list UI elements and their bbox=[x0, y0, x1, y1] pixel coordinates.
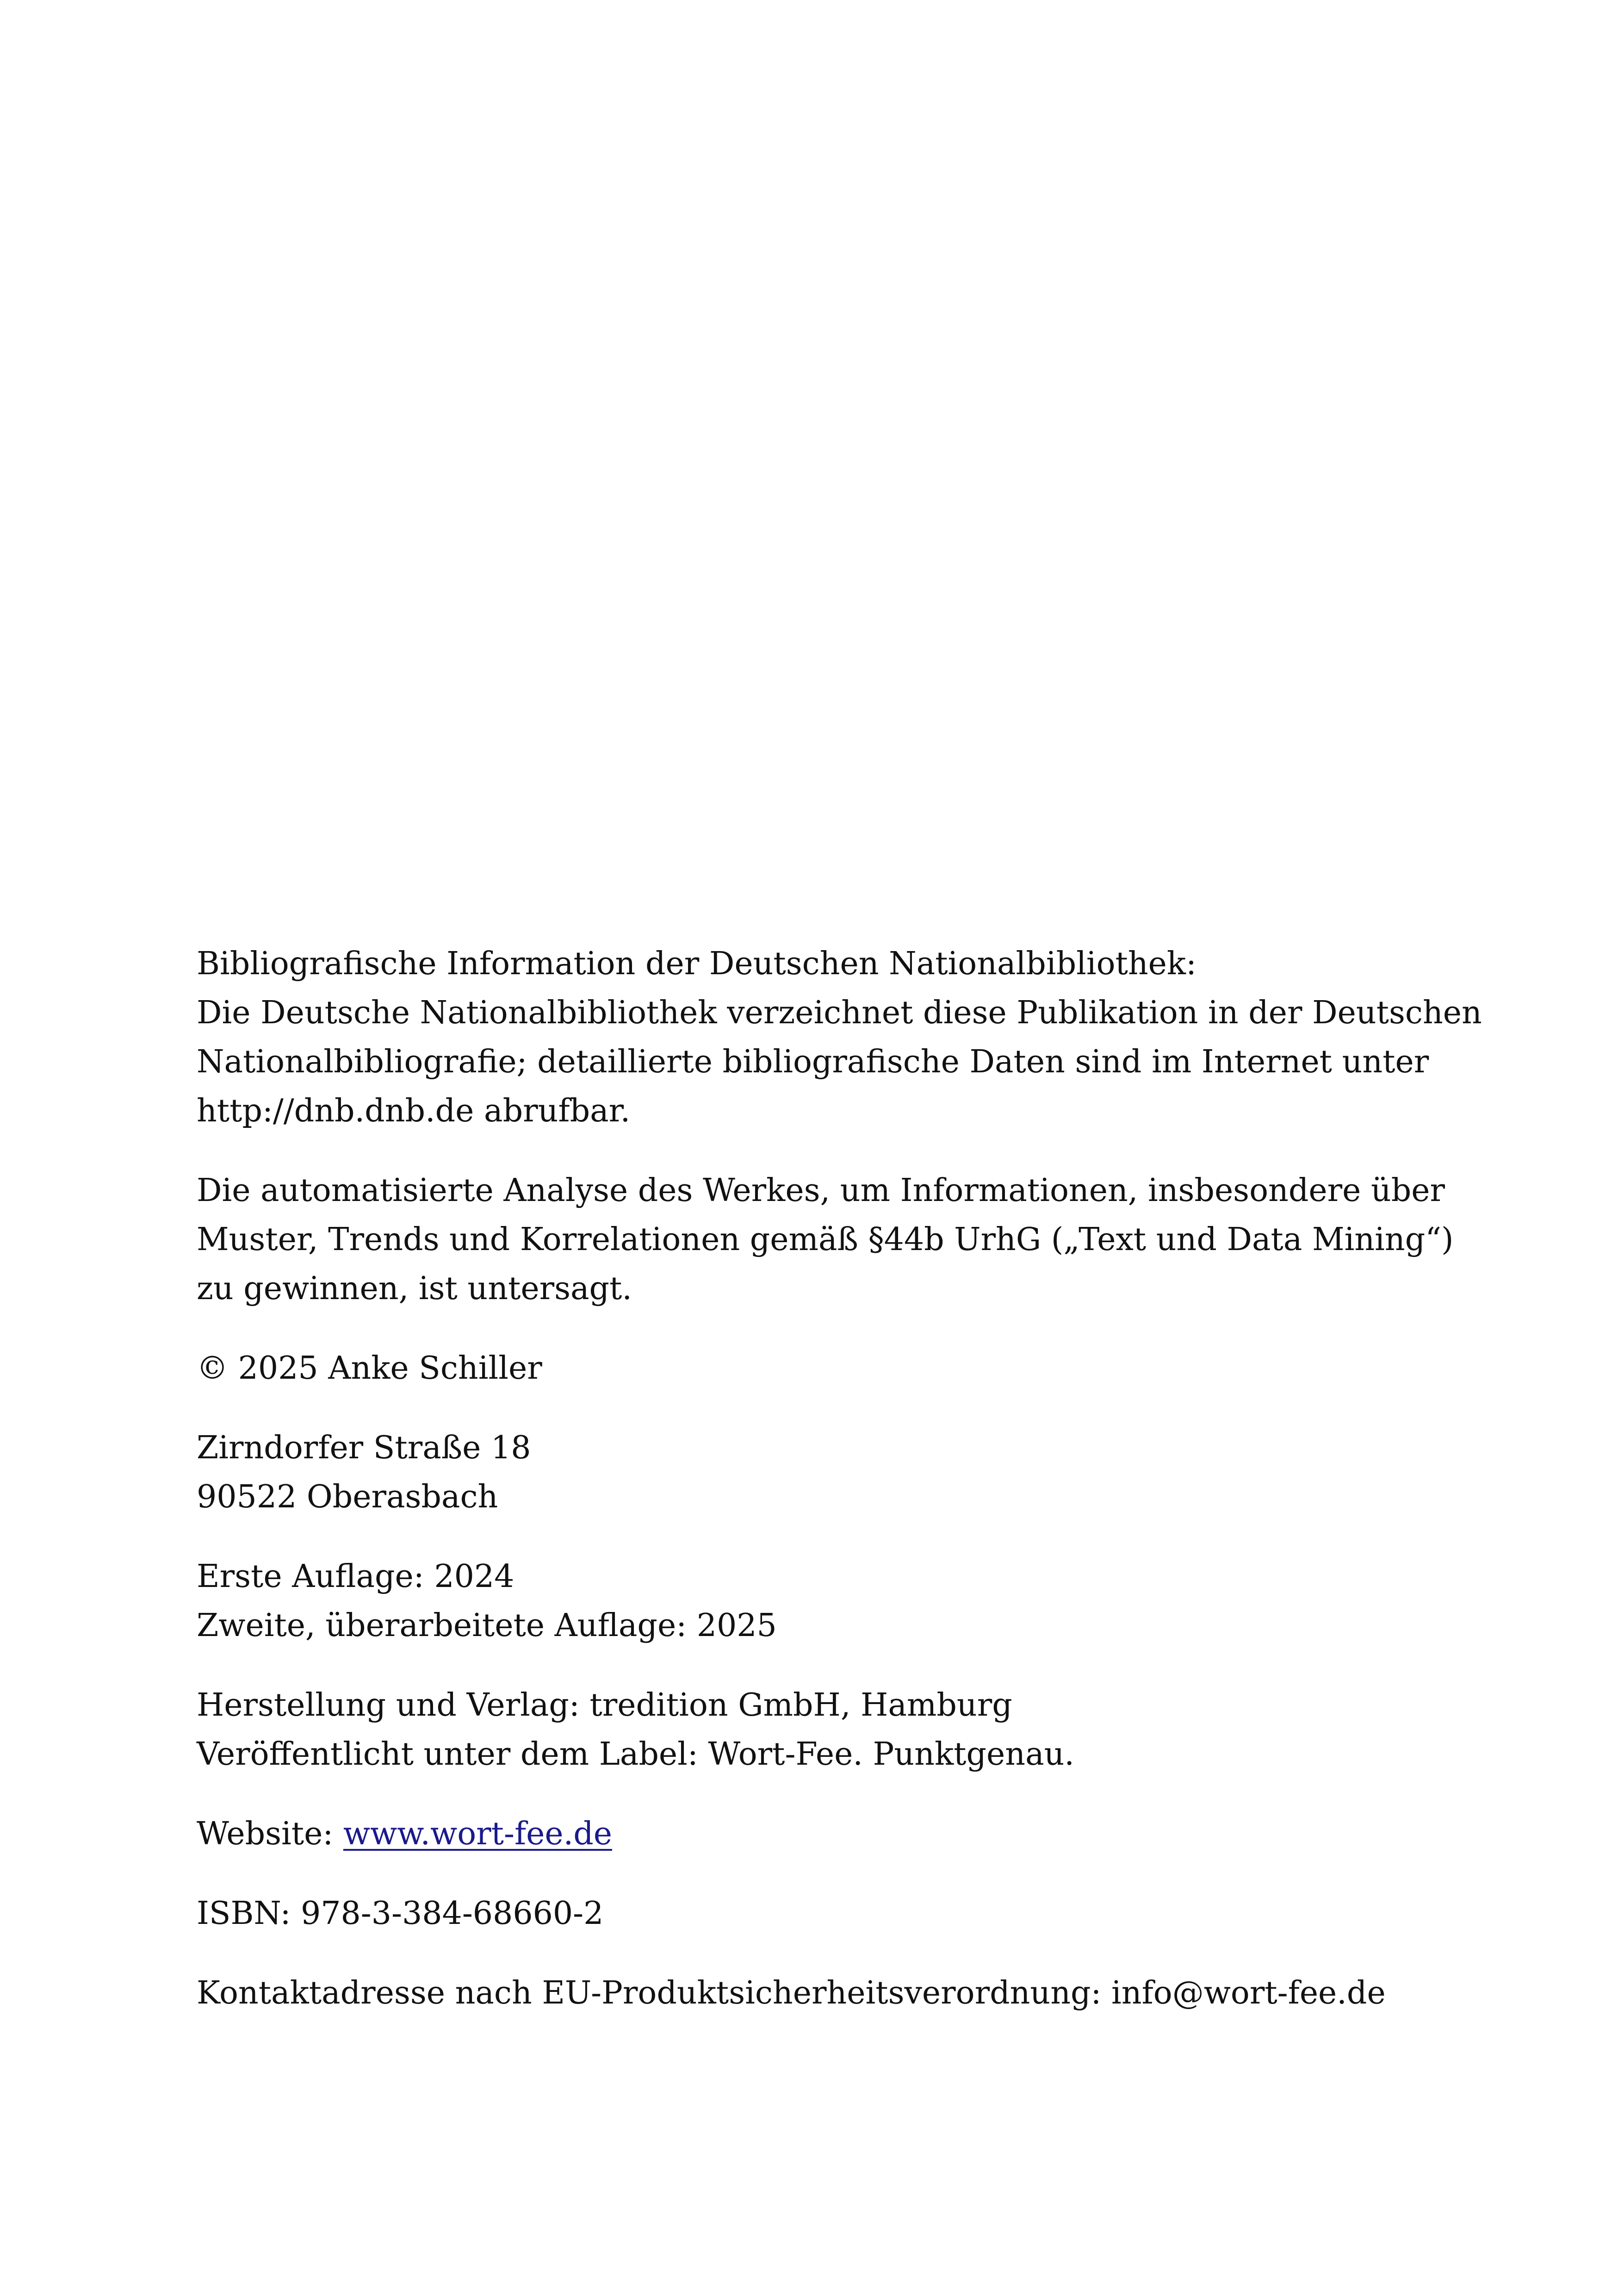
address-block bbox=[197, 1424, 1446, 1522]
address-city: 90522 Oberasbach bbox=[197, 1479, 498, 1515]
imprint-text bbox=[197, 940, 1482, 2048]
tdm-notice-line: Die automatisierte Analyse des Werkes, um Informationen, insbesondere über bbox=[197, 1172, 1445, 1209]
first-edition: Erste Auflage: 2024 bbox=[197, 1558, 515, 1595]
address-street: Zirndorfer Straße 18 bbox=[197, 1430, 531, 1466]
publisher-production: Herstellung und Verlag: tredition GmbH, Hamburg bbox=[197, 1687, 1012, 1724]
tdm-notice-line: zu gewinnen, ist untersagt. bbox=[197, 1270, 632, 1307]
dnb-notice-line: http://dnb.dnb.de abrufbar. bbox=[197, 1093, 631, 1129]
dnb-notice bbox=[197, 940, 1482, 1136]
website-link[interactable]: www.wort-fee.de bbox=[343, 1816, 613, 1852]
isbn-block bbox=[197, 1889, 1446, 1938]
website-prefix: Website: bbox=[197, 1816, 343, 1852]
contact-address: Kontaktadresse nach EU-Produktsicherheitsverordnung: info@wort-fee.de bbox=[197, 1975, 1386, 2011]
contact-block bbox=[197, 1969, 1446, 2018]
dnb-notice-line: Nationalbibliografie; detaillierte bibliografische Daten sind im Internet unter bbox=[197, 1044, 1429, 1080]
publisher-block bbox=[197, 1681, 1446, 1779]
editions-block bbox=[197, 1552, 1446, 1650]
website-block bbox=[197, 1810, 1446, 1859]
copyright-block bbox=[197, 1344, 1446, 1393]
dnb-notice-line: Die Deutsche Nationalbibliothek verzeichnet diese Publikation in der Deutschen bbox=[197, 995, 1482, 1031]
isbn: ISBN: 978-3-384-68660-2 bbox=[197, 1895, 604, 1932]
dnb-notice-heading: Bibliografische Information der Deutschen Nationalbibliothek: bbox=[197, 946, 1197, 982]
website-line bbox=[197, 1810, 1446, 1859]
tdm-notice-line: Muster, Trends und Korrelationen gemäß §44b UrhG („Text und Data Mining“) bbox=[197, 1221, 1454, 1258]
copyright-notice: © 2025 Anke Schiller bbox=[197, 1350, 542, 1387]
second-edition: Zweite, überarbeitete Auflage: 2025 bbox=[197, 1607, 777, 1644]
tdm-notice bbox=[197, 1166, 1454, 1313]
publisher-label: Veröffentlicht unter dem Label: Wort-Fee. Punktgenau. bbox=[197, 1736, 1075, 1773]
